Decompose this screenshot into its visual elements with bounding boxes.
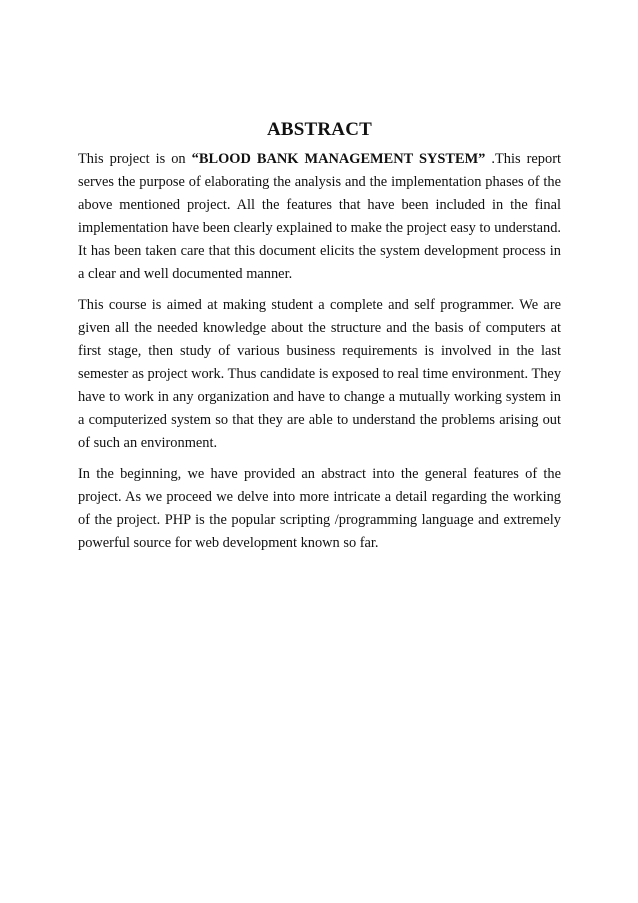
document-page (78, 118, 561, 563)
intro-rest-text: .This report serves the purpose of elaborating the analysis and the implementation phases of the above mentioned project. All the features that have been included in the final implementation have been clearly explained to make the project easy to understand. It has been taken care that this document elicits the system development process in a clear and well documented manner. (78, 151, 561, 282)
page-title: ABSTRACT (266, 119, 373, 140)
paragraph-course: This course is aimed at making student a complete and self programmer. We are given all the needed knowledge about the structure and the basis of computers at first stage, then study of various business requirements is involved in the last semester as project work. Thus candidate is exposed to real time environment. They have to work in any organization and have to change a mutually working system in a computerized system so that they are able to understand the problems arising out of such an environment. (78, 297, 562, 451)
project-name-emphasis: “BLOOD BANK MANAGEMENT SYSTEM” (191, 151, 486, 167)
paragraph-overview: In the beginning, we have provided an abstract into the general features of the project. As we proceed we delve into more intricate a detail regarding the working of the project. PHP is the popular scripting /programming language and extremely powerful source for web development known so far. (78, 466, 561, 551)
paragraph-intro (78, 148, 561, 286)
intro-lead-text: This project is on (78, 151, 192, 167)
